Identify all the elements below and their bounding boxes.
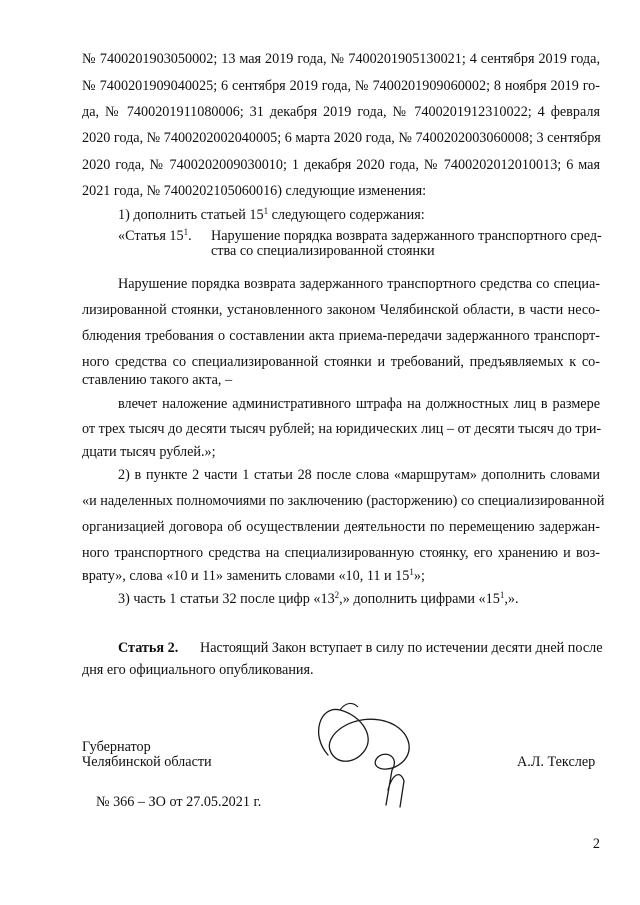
- article-label-sup: 1: [183, 227, 189, 237]
- article-title-line-2: ства со специализированной стоянки: [211, 243, 435, 259]
- article-2-line-1: Настоящий Закон вступает в силу по истечении десяти дней после: [200, 640, 603, 656]
- item-3-prefix: 3) часть 1 статьи 32 после цифр «13: [118, 591, 335, 607]
- intro-line-6: 2021 года, № 7400202105060016) следующие изменения:: [82, 183, 427, 199]
- article-2-label: Статья 2.: [118, 640, 179, 656]
- page-number: 2: [592, 836, 600, 852]
- body-para1-line-5: ставлению такого акта, –: [82, 372, 233, 388]
- item-2-line-5: [82, 567, 600, 585]
- item-2-last-suffix: »;: [413, 568, 425, 584]
- item-2-line-2: «и наделенных полномочиями по заключению (расторжению) со специализированной: [82, 493, 605, 509]
- item-1: [118, 206, 600, 224]
- body-para1-line-3: блюдения требования о составлении акта приема-передачи задержанного транспорт-: [82, 328, 600, 344]
- body-para1-line-1: Нарушение порядка возврата задержанного транспортного средства со специа-: [118, 276, 600, 292]
- intro-line-5: 2020 года, № 7400202009030010; 1 декабря 2020 года, № 7400202012010013; 6 мая: [82, 157, 600, 173]
- governor-name: А.Л. Текслер: [517, 754, 596, 770]
- item-1-prefix: 1) дополнить статьей 15: [118, 207, 264, 223]
- item-2-line-1: 2) в пункте 2 части 1 статьи 28 после слова «маршрутам» дополнить словами: [118, 467, 600, 483]
- intro-line-1: № 7400201903050002; 13 мая 2019 года, № 7400201905130021; 4 сентября 2019 года,: [82, 51, 600, 67]
- governor-region: Челябинской области: [82, 754, 212, 770]
- article-15-1-label: [118, 227, 208, 245]
- item-3-sup-2: 1: [499, 590, 505, 600]
- item-3: [118, 590, 600, 608]
- body-para2-line-1: влечет наложение административного штрафа на должностных лиц в размере: [118, 396, 600, 412]
- item-2-line-3: организацией договора об осуществлении деятельности по перемещению задержан-: [82, 519, 600, 535]
- article-label-suffix: .: [188, 228, 192, 244]
- body-para1-line-4: ного средства со специализированной стоянки и требований, предъявляемых к со-: [82, 354, 600, 370]
- item-1-sup: 1: [263, 206, 269, 216]
- item-2-last-prefix: врату», слова «10 и 11» заменить словами «10, 11 и 15: [82, 568, 410, 584]
- item-3-sup: 2: [334, 590, 340, 600]
- item-2-last-sup: 1: [409, 567, 414, 577]
- article-label-prefix: «Статья 15: [118, 228, 184, 244]
- body-para2-line-3: дцати тысяч рублей.»;: [82, 444, 216, 460]
- item-3-middle: ,» дополнить цифрами «15: [339, 591, 500, 607]
- intro-line-3: да, № 7400201911080006; 31 декабря 2019 года, № 7400201912310022; 4 февраля: [82, 104, 600, 120]
- item-1-suffix: следующего содержания:: [268, 207, 425, 223]
- handwritten-signature-icon: [300, 695, 440, 815]
- item-3-suffix: ,».: [504, 591, 519, 607]
- body-para1-line-2: лизированной стоянки, установленного законом Челябинской области, в части несо-: [82, 302, 600, 318]
- body-para2-line-2: от трех тысяч до десяти тысяч рублей; на юридических лиц – от десяти тысяч до три-: [82, 421, 602, 437]
- article-2-line-2: дня его официального опубликования.: [82, 662, 314, 678]
- governor-title: Губернатор: [82, 739, 151, 755]
- law-number-date: № 366 – ЗО от 27.05.2021 г.: [96, 794, 262, 810]
- item-2-line-4: ного транспортного средства на специализированную стоянку, его хранению и воз-: [82, 545, 600, 561]
- article-title-line-1: Нарушение порядка возврата задержанного транспортного сред-: [211, 228, 602, 244]
- intro-line-4: 2020 года, № 7400202002040005; 6 марта 2020 года, № 7400202003060008; 3 сентября: [82, 130, 601, 146]
- intro-line-2: № 7400201909040025; 6 сентября 2019 года, № 7400201909060002; 8 ноября 2019 го-: [82, 78, 600, 94]
